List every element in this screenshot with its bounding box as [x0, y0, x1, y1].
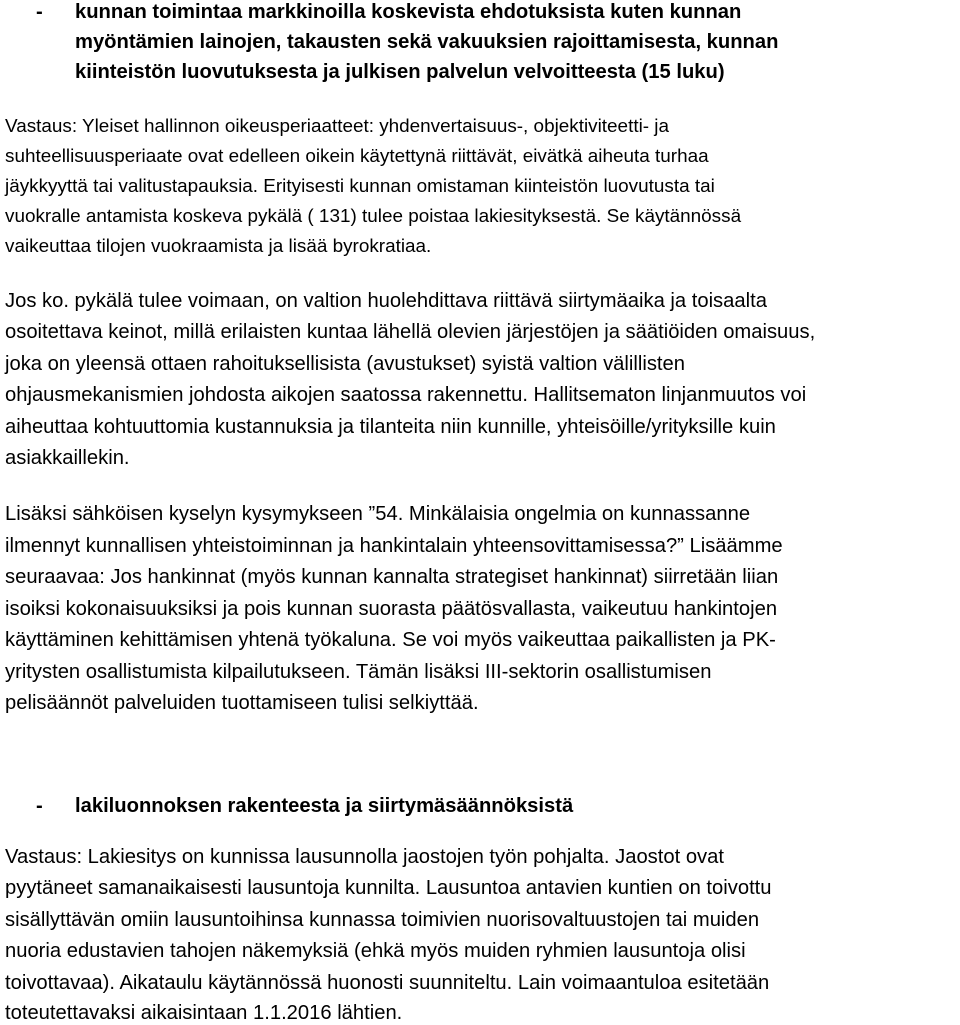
answer-line: pyytäneet samanaikaisesti lausuntoja kunnilta. Lausuntoa antavien kuntien on toivottu: [5, 877, 772, 899]
bullet-dash: -: [36, 795, 43, 817]
answer-line: jäykkyyttä tai valitustapauksia. Erityisesti kunnan omistaman kiinteistön luovutusta tai: [5, 176, 715, 197]
answer-line: toivottavaa). Aikataulu käytännössä huonosti suunniteltu. Lain voimaantuloa esitetään: [5, 972, 770, 994]
paragraph-line: isoiksi kokonaisuuksiksi ja pois kunnan suorasta päätösvallasta, vaikeutuu hankintojen: [5, 598, 778, 620]
paragraph-line: ilmennyt kunnallisen yhteistoiminnan ja hankintalain yhteensovittamisessa?” Lisäämme: [5, 535, 783, 557]
section-heading: lakiluonnoksen rakenteesta ja siirtymäsäännöksistä: [75, 795, 574, 817]
section-heading-line: myöntämien lainojen, takausten sekä vakuuksien rajoittamisesta, kunnan: [75, 31, 779, 53]
answer-line: vuokralle antamista koskeva pykälä ( 131) tulee poistaa lakiesityksestä. Se käytännössä: [5, 206, 742, 227]
section-heading-line: kiinteistön luovutuksesta ja julkisen palvelun velvoitteesta (15 luku): [75, 61, 725, 83]
answer-line: Vastaus: Lakiesitys on kunnissa lausunnolla jaostojen työn pohjalta. Jaostot ovat: [5, 846, 724, 868]
paragraph-line: pelisäännöt palveluiden tuottamiseen tulisi selkiyttää.: [5, 692, 479, 714]
paragraph-line: Jos ko. pykälä tulee voimaan, on valtion huolehdittava riittävä siirtymäaika ja toisaalta: [5, 290, 767, 312]
section-heading-line: kunnan toimintaa markkinoilla koskevista ehdotuksista kuten kunnan: [75, 1, 742, 23]
answer-line: vaikeuttaa tilojen vuokraamista ja lisää byrokratiaa.: [5, 236, 432, 257]
answer-line: toteutettavaksi aikaisintaan 1.1.2016 lähtien.: [5, 1002, 403, 1024]
bullet-dash: -: [36, 1, 43, 23]
paragraph-line: Lisäksi sähköisen kyselyn kysymykseen ”54. Minkälaisia ongelmia on kunnassanne: [5, 503, 751, 525]
answer-line: suhteellisuusperiaate ovat edelleen oikein käytettynä riittävät, eivätkä aiheuta turhaa: [5, 146, 709, 167]
answer-line: Vastaus: Yleiset hallinnon oikeusperiaatteet: yhdenvertaisuus-, objektiviteetti- ja: [5, 116, 670, 137]
paragraph-line: osoitettava keinot, millä erilaisten kuntaa lähellä olevien järjestöjen ja säätiöiden omaisuus,: [5, 321, 816, 343]
paragraph-line: aiheuttaa kohtuuttomia kustannuksia ja tilanteita niin kunnille, yhteisöille/yrityksille kuin: [5, 416, 776, 438]
paragraph-line: seuraavaa: Jos hankinnat (myös kunnan kannalta strategiset hankinnat) siirretään liian: [5, 566, 779, 588]
paragraph-line: joka on yleensä ottaen rahoituksellisista (avustukset) syistä valtion välillisten: [5, 353, 685, 375]
paragraph-line: asiakkaillekin.: [5, 447, 130, 469]
answer-line: nuoria edustavien tahojen näkemyksiä (ehkä myös muiden ryhmien lausuntoja olisi: [5, 940, 746, 962]
paragraph-line: ohjausmekanismien johdosta aikojen saatossa rakennettu. Hallitsematon linjanmuutos voi: [5, 384, 807, 406]
answer-line: sisällyttävän omiin lausuntoihinsa kunnassa toimivien nuorisovaltuustojen tai muiden: [5, 909, 760, 931]
paragraph-line: käyttäminen kehittämisen yhtenä työkaluna. Se voi myös vaikeuttaa paikallisten ja PK-: [5, 629, 776, 651]
paragraph-line: yritysten osallistumista kilpailutukseen. Tämän lisäksi III-sektorin osallistumisen: [5, 661, 712, 683]
